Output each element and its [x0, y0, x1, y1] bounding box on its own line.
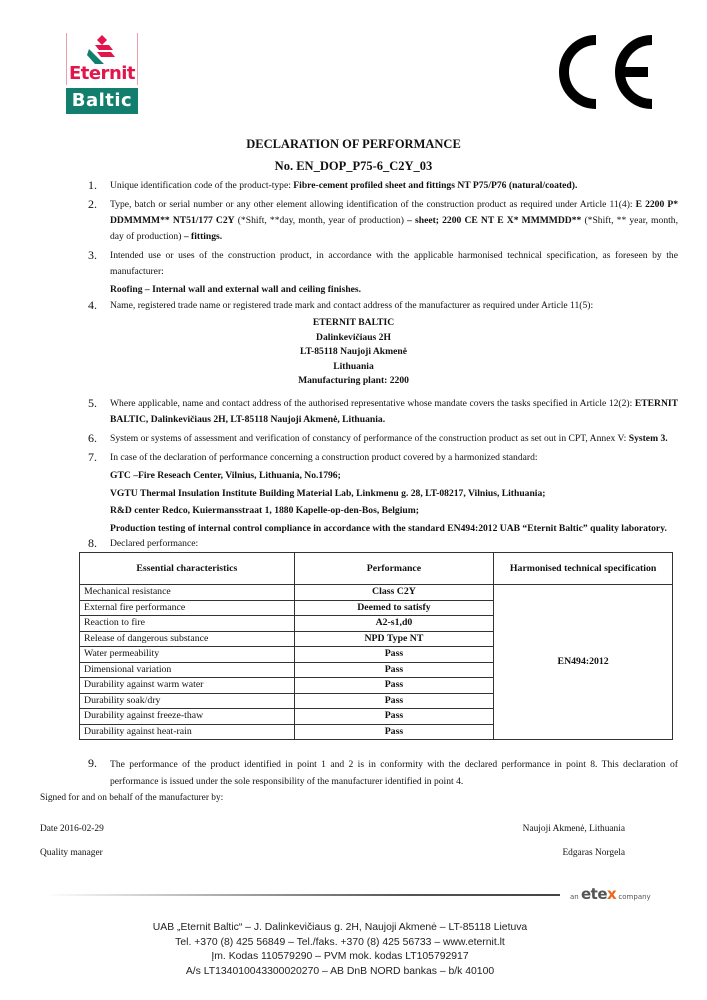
item-text: (*Shift, ** year, month, day of production)	[110, 215, 678, 242]
item-number: 9.	[88, 756, 97, 770]
item-9	[88, 756, 678, 790]
performance-cell: Pass	[294, 724, 494, 740]
authorised-representative: ETERNIT BALTIC, Dalinkevičiaus 2H, LT-85118 Naujoji Akmenė, Lithuania.	[110, 398, 678, 425]
characteristic-cell: Durability against heat-rain	[80, 724, 295, 740]
item-number: 7.	[88, 450, 97, 464]
document-number: No. EN_DOP_P75-6_C2Y_03	[274, 159, 433, 173]
notified-body: R&D center Redco, Kuiermansstraat 1, 1880 Kapelle-op-den-Bos, Belgium;	[110, 505, 419, 516]
item-1	[88, 178, 678, 194]
item-4	[88, 298, 678, 314]
item-number: 8.	[88, 536, 97, 550]
item-5	[88, 396, 678, 428]
characteristic-cell: Reaction to fire	[80, 616, 295, 632]
notified-body: VGTU Thermal Insulation Institute Building Material Lab, Linkmenu g. 28, LT-08217, Vilnius, Lithuania;	[110, 487, 546, 499]
item-3	[88, 248, 678, 298]
declared-performance-table	[79, 552, 673, 740]
manufacturer-address	[0, 316, 707, 389]
document-title: DECLARATION OF PERFORMANCE	[246, 137, 461, 151]
performance-cell: Pass	[294, 693, 494, 709]
item-text: (*Shift, **day, month, year of production)	[234, 215, 408, 226]
item-number: 4.	[88, 298, 97, 312]
signed-for-text: Signed for and on behalf of the manufacturer by:	[40, 793, 224, 803]
item-8	[88, 536, 678, 552]
item-text: Where applicable, name and contact address of the authorised representative whose mandate covers the tasks specified in Article 12(2):	[110, 398, 635, 409]
manufacturer-street: Dalinkevičiaus 2H	[316, 331, 391, 343]
item-number: 6.	[88, 431, 97, 445]
footer-line-bank: A/s LT134010043300020270 – AB DnB NORD bankas – b/k 40100	[185, 965, 495, 977]
item-text: Intended use or uses of the construction product, in accordance with the applicable harmonised technical specification, as foreseen by the manufacturer:	[110, 250, 678, 277]
eternit-baltic-logo	[66, 33, 138, 117]
item-text: Declared performance:	[110, 538, 199, 549]
performance-cell: Deemed to satisfy	[294, 600, 494, 616]
etex-x-icon: x	[607, 885, 617, 903]
table-header-row	[80, 553, 673, 585]
performance-cell: A2-s1,d0	[294, 616, 494, 632]
signature-place: Naujoji Akmenė, Lithuania	[522, 824, 625, 834]
item-2	[88, 197, 678, 245]
header-essential-characteristics: Essential characteristics	[80, 553, 295, 585]
item-6	[88, 431, 678, 447]
manufacturer-name: ETERNIT BALTIC	[312, 317, 395, 328]
performance-cell: Pass	[294, 678, 494, 694]
signatory-role: Quality manager	[40, 848, 103, 858]
notified-body: GTC –Fire Reseach Center, Vilnius, Lithuania, No.1796;	[110, 470, 341, 481]
table-row	[80, 585, 673, 601]
item-number: 2.	[88, 197, 97, 211]
header-performance: Performance	[294, 553, 494, 585]
performance-cell: Pass	[294, 709, 494, 725]
footer-divider	[45, 894, 560, 896]
ce-mark-icon	[548, 34, 658, 110]
performance-cell: Pass	[294, 662, 494, 678]
item-text: Type, batch or serial number or any other element allowing identification of the construction product as required under Article 11(4):	[110, 199, 636, 210]
notified-body: Production testing of internal control compliance in accordance with the standard EN494:2012 UAB “Eternit Baltic” quality laboratory.	[110, 522, 667, 534]
footer-line-address: UAB „Eternit Baltic“ – J. Dalinkevičiaus g. 2H, Naujoji Akmenė – LT-85118 Lietuva	[152, 922, 528, 933]
logo-eternit-text: Eternit	[68, 63, 136, 84]
avcp-system: System 3.	[628, 433, 668, 444]
fittings-label: – fittings.	[183, 231, 223, 242]
signature-date: Date 2016-02-29	[40, 824, 104, 834]
logo-baltic-text: Baltic	[66, 88, 138, 114]
company-footer-address	[0, 921, 707, 979]
item-text: System or systems of assessment and verification of constancy of performance of the construction product as set out in CPT, Annex V:	[110, 433, 629, 444]
footer-line-codes: Įm. Kodas 110579290 – PVM mok. kodas LT105792917	[211, 951, 469, 962]
etex-suffix: company	[618, 893, 651, 901]
fittings-code: – sheet; 2200 CE NT E X* MMMMDD**	[407, 215, 582, 226]
etex-company-logo	[570, 885, 651, 903]
characteristic-cell: Durability soak/dry	[80, 693, 295, 709]
performance-cell: Pass	[294, 647, 494, 663]
manufacturer-country: Lithuania	[333, 360, 374, 372]
item-text: Unique identification code of the product-type:	[110, 180, 294, 191]
item-text: In case of the declaration of performance concerning a construction product covered by a harmonized standard:	[110, 452, 538, 463]
header-harmonised-specification: Harmonised technical specification	[494, 553, 673, 585]
characteristic-cell: Durability against warm water	[80, 678, 295, 694]
characteristic-cell: External fire performance	[80, 600, 295, 616]
footer-line-contact: Tel. +370 (8) 425 56849 – Tel./faks. +370 (8) 425 56733 – www.eternit.lt	[175, 936, 505, 948]
characteristic-cell: Dimensional variation	[80, 662, 295, 678]
etex-brand-text: ete	[580, 885, 607, 903]
characteristic-cell: Release of dangerous substance	[80, 631, 295, 647]
etex-brand	[581, 885, 616, 903]
signatory-name: Edgaras Norgela	[562, 848, 625, 858]
item-text: Name, registered trade name or registered trade mark and contact address of the manufacturer as required under Article 11(5):	[110, 300, 594, 311]
product-type: Fibre-cement profiled sheet and fittings NT P75/P76 (natural/coated).	[293, 180, 578, 191]
item-text: The performance of the product identified in point 1 and 2 is in conformity with the declared performance in point 8. This declaration of performance is issued under the sole responsibility of the manufacturer identified in point 4.	[110, 759, 678, 787]
item-number: 5.	[88, 396, 97, 410]
specification-cell: EN494:2012	[494, 585, 673, 740]
item-number: 1.	[88, 178, 97, 192]
manufacturer-city: LT-85118 Naujoji Akmenė	[300, 346, 407, 357]
sheet-code: E 2200 P* DDMMMM** NT51/177 C2Y	[110, 199, 678, 226]
item-number: 3.	[88, 248, 97, 262]
etex-prefix: an	[570, 893, 579, 901]
performance-cell: Class C2Y	[294, 585, 494, 601]
item-7	[88, 450, 678, 537]
characteristic-cell: Mechanical resistance	[80, 585, 295, 601]
characteristic-cell: Water permeability	[80, 647, 295, 663]
performance-cell: NPD Type NT	[294, 631, 494, 647]
characteristic-cell: Durability against freeze-thaw	[80, 709, 295, 725]
intended-use: Roofing – Internal wall and external wall and ceiling finishes.	[110, 284, 362, 295]
manufacturing-plant: Manufacturing plant: 2200	[298, 375, 409, 386]
